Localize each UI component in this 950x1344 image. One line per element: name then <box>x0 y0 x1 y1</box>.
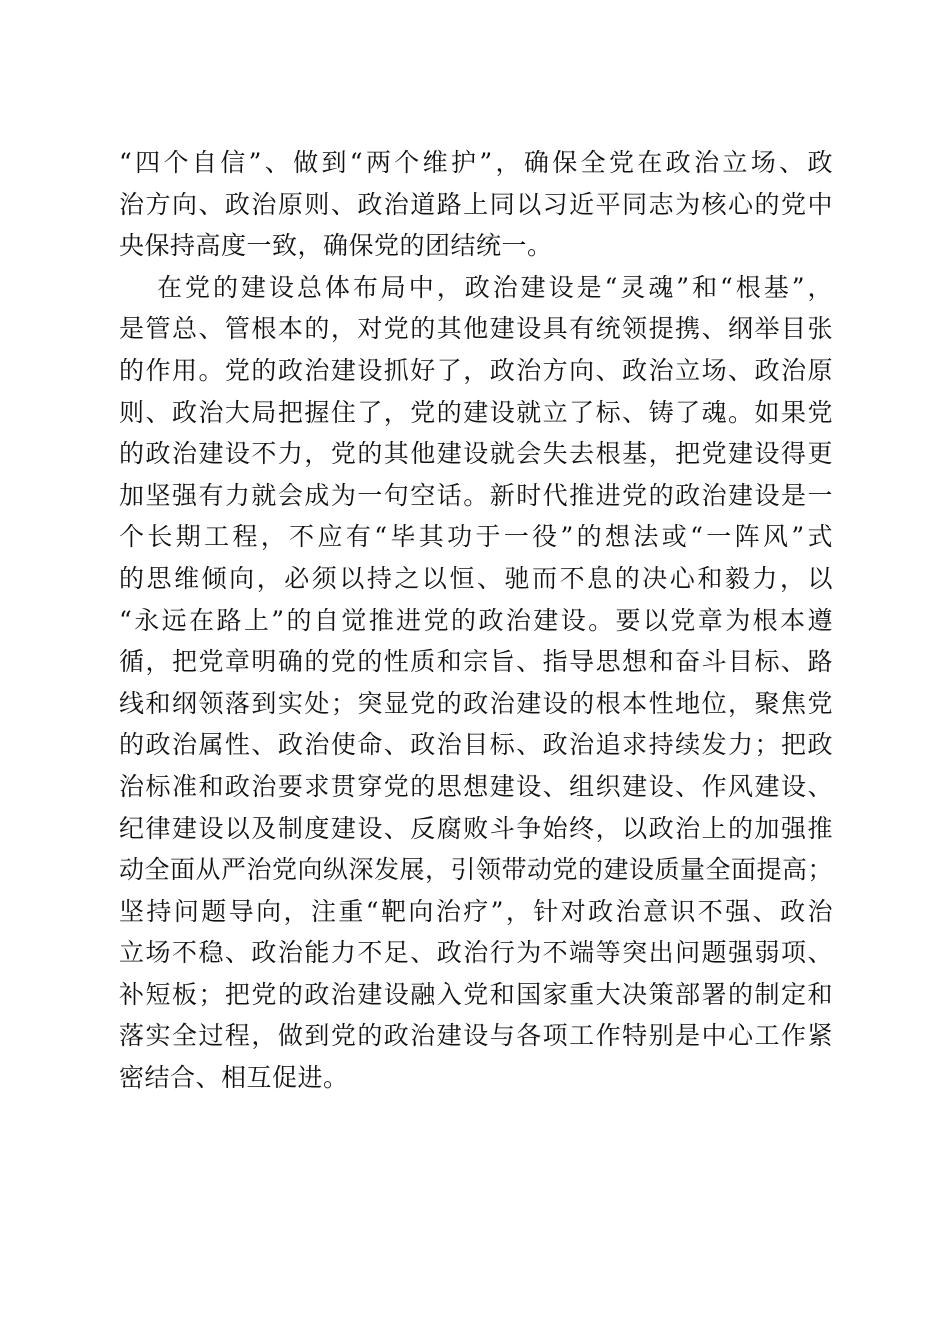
text-line: 的政治属性、政治使命、政治目标、政治追求持续发力；把政 <box>119 730 833 760</box>
text-line: “四个自信”、做到“两个维护”，确保全党在政治立场、政 <box>119 148 833 177</box>
text-line: 补短板；把党的政治建设融入党和国家重大决策部署的制定和 <box>119 979 833 1009</box>
text-line: 在党的建设总体布局中，政治建设是“灵魂”和“根基”， <box>157 272 834 302</box>
text-line: 的政治建设不力，党的其他建设就会失去根基，把党建设得更 <box>119 439 833 469</box>
text-line: 循，把党章明确的党的性质和宗旨、指导思想和奋斗目标、路 <box>119 647 833 677</box>
text-line: “永远在路上”的自觉推进党的政治建设。要以党章为根本遵 <box>119 605 833 635</box>
paragraph-2 <box>119 267 833 1099</box>
text-line: 是管总、管根本的，对党的其他建设具有统领提携、纲举目张 <box>119 314 833 344</box>
text-line: 动全面从严治党向纵深发展，引领带动党的建设质量全面提高； <box>119 855 834 885</box>
paragraph-1 <box>119 142 833 267</box>
body-text <box>119 142 833 1099</box>
text-line: 则、政治大局把握住了，党的建设就立了标、铸了魂。如果党 <box>119 397 833 427</box>
text-line: 加坚强有力就会成为一句空话。新时代推进党的政治建设是一 <box>119 480 833 510</box>
text-line: 纪律建设以及制度建设、反腐败斗争始终，以政治上的加强推 <box>119 813 833 843</box>
text-line: 的思维倾向，必须以持之以恒、驰而不息的决心和毅力，以 <box>119 563 833 593</box>
text-line: 的作用。党的政治建设抓好了，政治方向、政治立场、政治原 <box>119 355 833 385</box>
text-line: 密结合、相互促进。 <box>119 1063 349 1093</box>
text-line: 线和纲领落到实处；突显党的政治建设的根本性地位，聚焦党 <box>119 688 833 718</box>
text-line: 央保持高度一致，确保党的团结统一。 <box>119 231 553 261</box>
text-line: 落实全过程，做到党的政治建设与各项工作特别是中心工作紧 <box>119 1021 833 1051</box>
text-line: 立场不稳、政治能力不足、政治行为不端等突出问题强弱项、 <box>119 938 833 968</box>
text-line: 治方向、政治原则、政治道路上同以习近平同志为核心的党中 <box>119 189 833 219</box>
text-line: 坚持问题导向，注重“靶向治疗”，针对政治意识不强、政治 <box>119 896 833 926</box>
text-line: 个长期工程，不应有“毕其功于一役”的想法或“一阵风”式 <box>119 522 833 552</box>
text-line: 治标准和政治要求贯穿党的思想建设、组织建设、作风建设、 <box>119 771 833 801</box>
